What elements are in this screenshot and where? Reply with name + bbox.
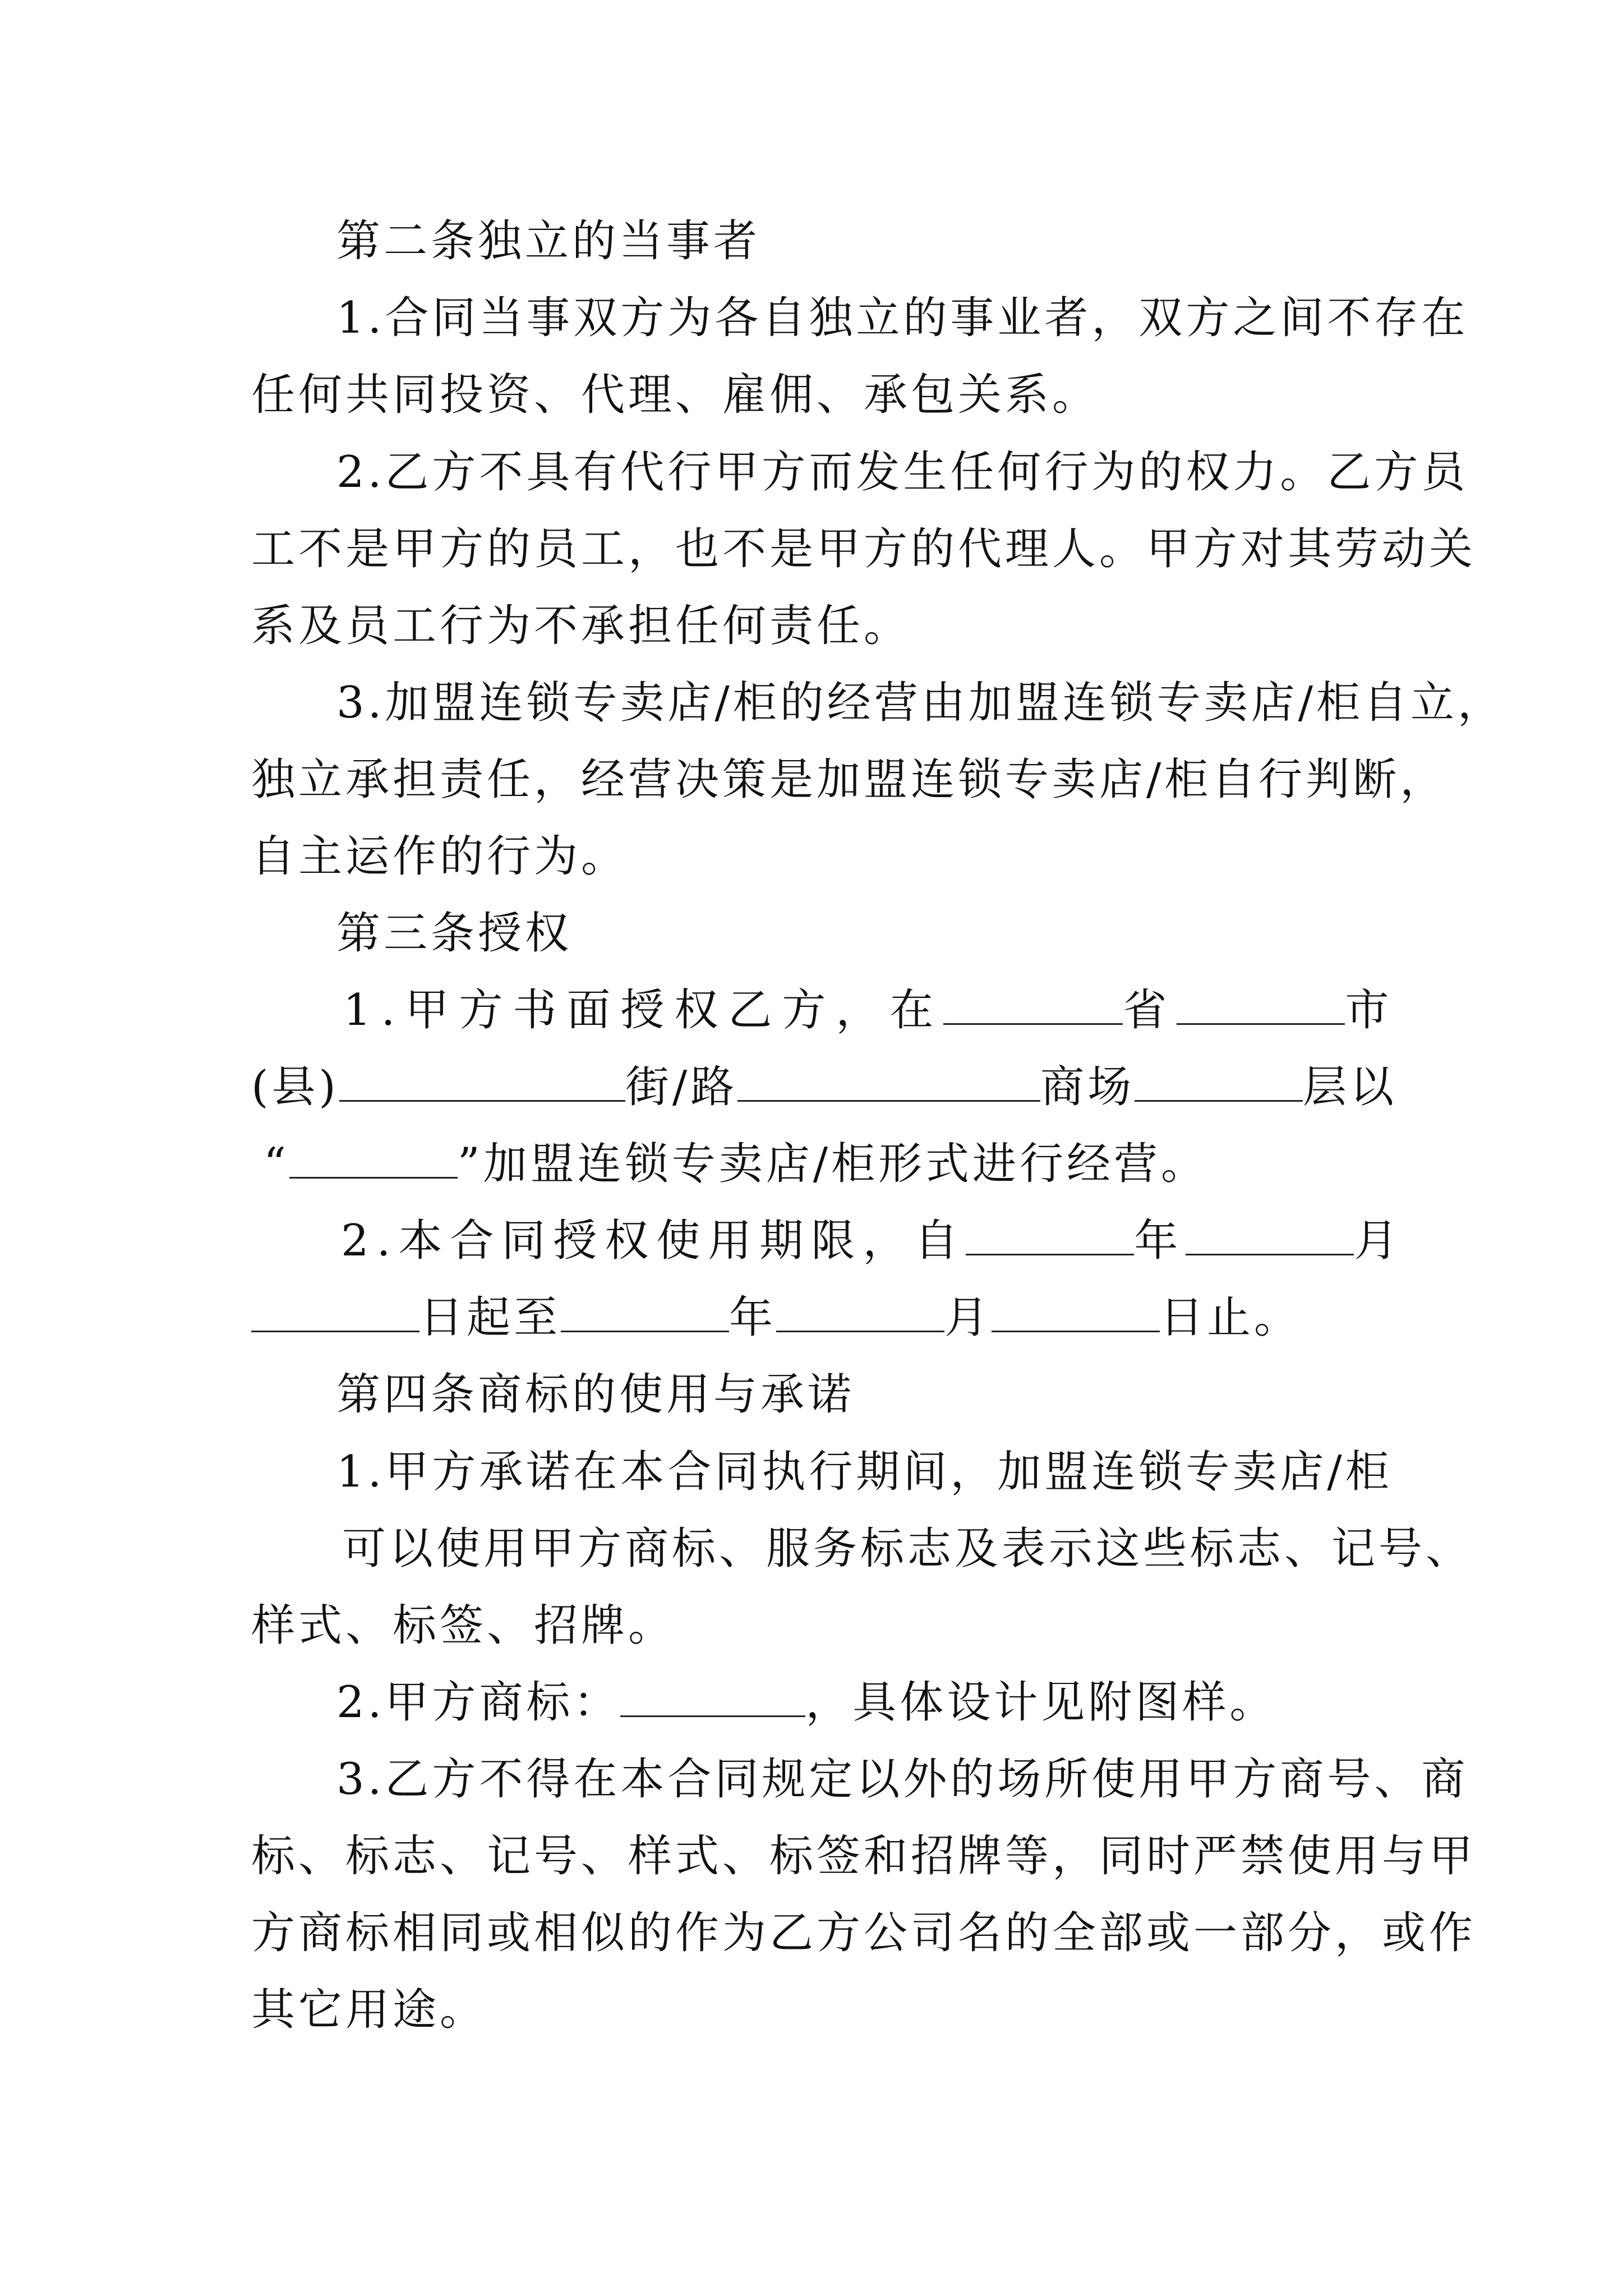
article-2-clause-3-line-3: 自主运作的行为。 xyxy=(251,831,629,882)
city-blank xyxy=(1177,988,1345,1025)
clause-text: 2.甲方商标： xyxy=(336,1677,621,1728)
article-4-clause-3-line-2: 标、标志、记号、样式、标签和招牌等，同时严禁使用与甲 xyxy=(251,1831,1477,1881)
article-4-clause-1-line-3: 样式、标签、招牌。 xyxy=(251,1600,676,1651)
article-4-clause-3-line-1: 3.乙方不得在本合同规定以外的场所使用甲方商号、商 xyxy=(336,1754,1469,1805)
clause-text: 街/路 xyxy=(625,1062,738,1112)
clause-text: 年 xyxy=(729,1292,777,1343)
article-4-clause-1-line-2: 可以使用甲方商标、服务标志及表示这些标志、记号、 xyxy=(342,1524,1473,1574)
county-blank xyxy=(339,1065,625,1102)
clause-text: 日止。 xyxy=(1160,1292,1302,1343)
end-month-blank xyxy=(776,1296,944,1332)
article-2-clause-1-line-2: 任何共同投资、代理、雇佣、承包关系。 xyxy=(251,370,1100,420)
start-year-blank xyxy=(966,1219,1134,1255)
clause-text: 月 xyxy=(1354,1216,1406,1266)
end-year-blank xyxy=(561,1296,729,1332)
clause-text: 日起至 xyxy=(419,1292,561,1343)
province-blank xyxy=(943,988,1123,1025)
clause-text: ，具体设计见附图样。 xyxy=(805,1677,1277,1728)
store-name-blank xyxy=(289,1142,458,1179)
article-4-clause-3-line-3: 方商标相同或相似的作为乙方公司名的全部或一部分，或作 xyxy=(251,1908,1477,1958)
clause-text: 商场 xyxy=(1040,1062,1135,1112)
article-2-clause-2-line-3: 系及员工行为不承担任何责任。 xyxy=(251,601,911,651)
article-2-clause-3-line-2: 独立承担责任，经营决策是加盟连锁专卖店/柜自行判断， xyxy=(251,754,1447,805)
clause-text: (县) xyxy=(251,1062,339,1112)
article-3-heading: 第三条授权 xyxy=(336,908,573,959)
end-day-blank xyxy=(992,1296,1160,1332)
street-blank xyxy=(737,1065,1040,1102)
clause-text: 省 xyxy=(1123,985,1177,1036)
clause-text: 月 xyxy=(944,1292,992,1343)
clause-text: 年 xyxy=(1134,1216,1186,1266)
article-3-clause-2-line-2 xyxy=(251,1290,1301,1346)
article-2-clause-1-line-1: 1.合同当事双方为各自独立的事业者，双方之间不存在 xyxy=(336,293,1469,343)
article-2-clause-2-line-2: 工不是甲方的员工，也不是甲方的代理人。甲方对其劳动关 xyxy=(251,524,1477,574)
clause-text: “ xyxy=(264,1139,289,1189)
article-3-clause-1-line-1 xyxy=(343,982,1399,1038)
start-month-blank xyxy=(1186,1219,1354,1255)
clause-text: 层以 xyxy=(1303,1062,1398,1112)
clause-text: 2.本合同授权使用期限，自 xyxy=(341,1216,966,1266)
clause-text: ”加盟连锁专卖店/柜形式进行经营。 xyxy=(457,1139,1209,1189)
article-4-clause-2-line-1 xyxy=(336,1674,1276,1731)
article-2-clause-2-line-1: 2.乙方不具有代行甲方而发生任何行为的权力。乙方员 xyxy=(336,447,1469,498)
article-3-clause-2-line-1 xyxy=(341,1213,1405,1269)
start-day-blank xyxy=(251,1296,419,1332)
article-3-clause-1-line-3 xyxy=(264,1136,1208,1192)
article-4-heading: 第四条商标的使用与承诺 xyxy=(336,1369,855,1420)
article-2-heading: 第二条独立的当事者 xyxy=(336,216,761,266)
article-4-clause-3-line-4: 其它用途。 xyxy=(251,1985,487,2035)
article-2-clause-3-line-1: 3.加盟连锁专卖店/柜的经营由加盟连锁专卖店/柜自立， xyxy=(336,678,1505,728)
clause-text: 市 xyxy=(1345,985,1399,1036)
mall-blank xyxy=(1135,1065,1303,1102)
article-3-clause-1-line-2 xyxy=(251,1059,1397,1115)
trademark-blank xyxy=(620,1681,805,1717)
clause-text: 1.甲方书面授权乙方，在 xyxy=(343,985,944,1036)
article-4-clause-1-line-1: 1.甲方承诺在本合同执行期间，加盟连锁专卖店/柜 xyxy=(336,1447,1393,1497)
